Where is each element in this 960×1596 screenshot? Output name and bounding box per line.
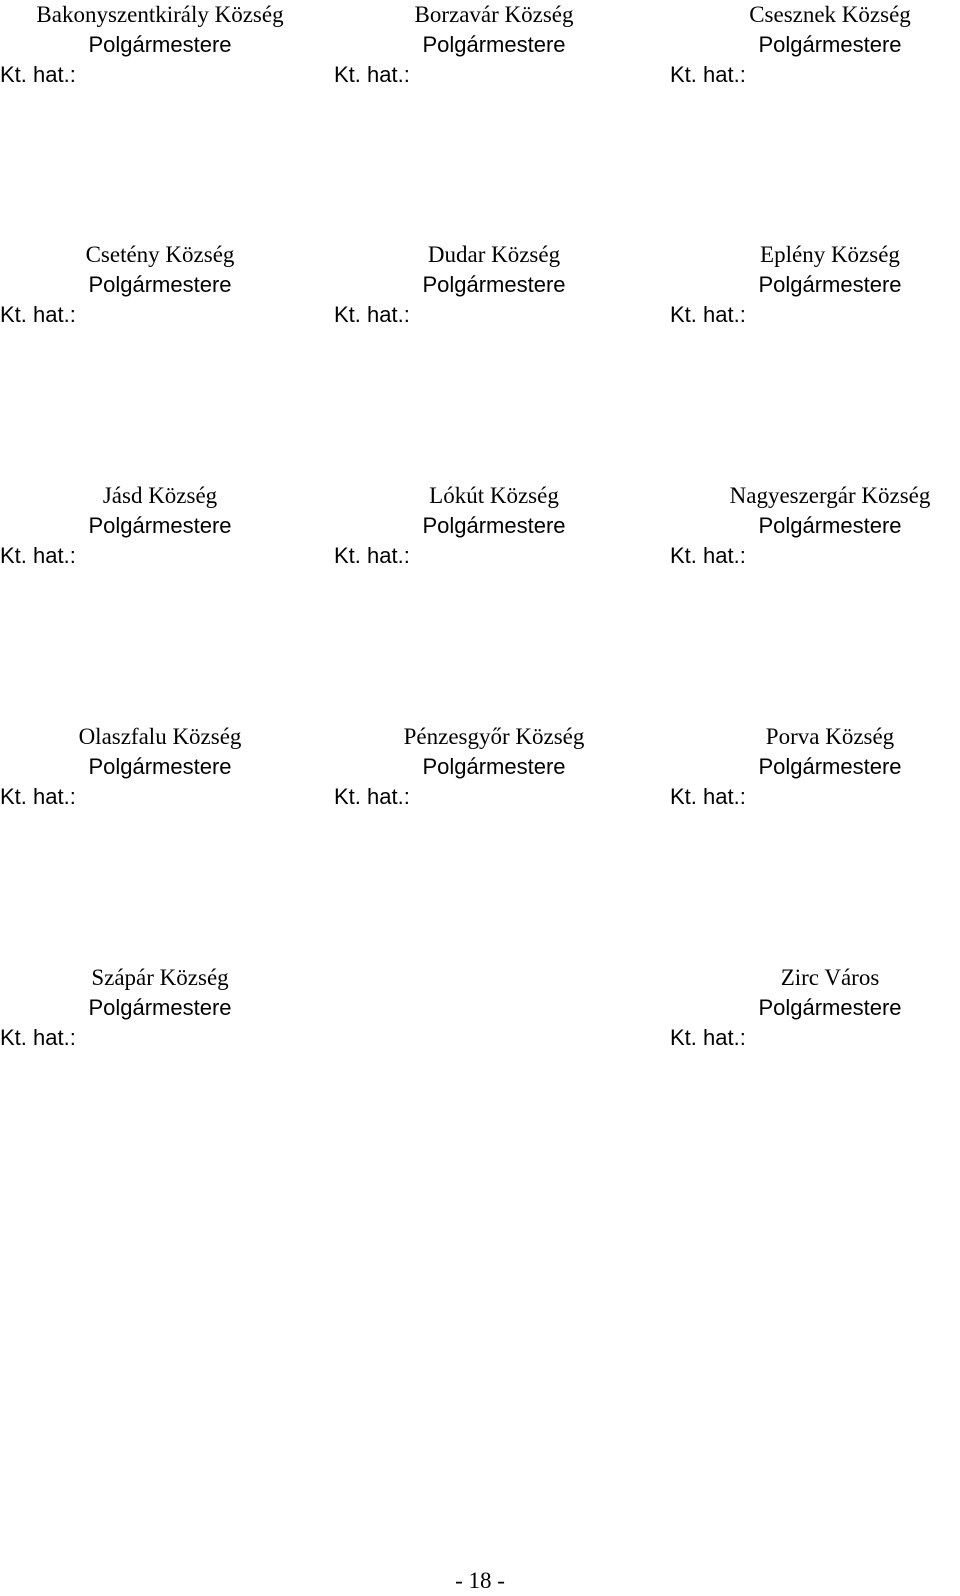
signature-block-borzavar	[334, 0, 654, 96]
mayor-title: Polgármestere	[758, 272, 902, 297]
mayor-title: Polgármestere	[88, 32, 232, 57]
signature-block-zirc	[670, 963, 960, 1059]
resolution-label: Kt. hat.:	[0, 784, 76, 809]
municipality-name: Zirc Város	[780, 965, 880, 990]
signature-block-lokut	[334, 481, 654, 577]
mayor-title: Polgármestere	[88, 754, 232, 779]
mayor-title: Polgármestere	[422, 32, 566, 57]
resolution-label: Kt. hat.:	[0, 543, 76, 568]
resolution-label: Kt. hat.:	[670, 784, 746, 809]
municipality-name: Dudar Község	[427, 242, 561, 267]
mayor-title: Polgármestere	[758, 754, 902, 779]
resolution-label: Kt. hat.:	[334, 302, 410, 327]
signature-block-bakonyszentkiraly	[0, 0, 320, 96]
municipality-name: Porva Község	[765, 724, 895, 749]
municipality-name: Szápár Község	[91, 965, 229, 990]
resolution-label: Kt. hat.:	[0, 62, 76, 87]
municipality-name: Csesznek Község	[749, 2, 911, 27]
municipality-name: Csetény Község	[85, 242, 235, 267]
signature-block-csesznek	[670, 0, 960, 96]
municipality-name: Nagyeszergár Község	[729, 483, 931, 508]
mayor-title: Polgármestere	[758, 995, 902, 1020]
municipality-name: Olaszfalu Község	[78, 724, 242, 749]
signature-block-porva	[670, 722, 960, 818]
mayor-title: Polgármestere	[758, 32, 902, 57]
municipality-name: Jásd Község	[102, 483, 218, 508]
mayor-title: Polgármestere	[88, 513, 232, 538]
resolution-label: Kt. hat.:	[670, 543, 746, 568]
signature-block-dudar	[334, 240, 654, 336]
signature-block-olaszfalu	[0, 722, 320, 818]
page-number: - 18 -	[455, 1568, 505, 1593]
mayor-title: Polgármestere	[88, 272, 232, 297]
mayor-title: Polgármestere	[422, 513, 566, 538]
resolution-label: Kt. hat.:	[670, 1025, 746, 1050]
signature-block-nagyeszergar	[670, 481, 960, 577]
signature-block-epleny	[670, 240, 960, 336]
signature-block-csetény	[0, 240, 320, 336]
municipality-name: Eplény Község	[760, 242, 900, 267]
resolution-label: Kt. hat.:	[334, 784, 410, 809]
resolution-label: Kt. hat.:	[670, 62, 746, 87]
resolution-label: Kt. hat.:	[334, 62, 410, 87]
resolution-label: Kt. hat.:	[334, 543, 410, 568]
mayor-title: Polgármestere	[88, 995, 232, 1020]
mayor-title: Polgármestere	[422, 754, 566, 779]
resolution-label: Kt. hat.:	[0, 302, 76, 327]
resolution-label: Kt. hat.:	[670, 302, 746, 327]
mayor-title: Polgármestere	[422, 272, 566, 297]
signature-block-szapar	[0, 963, 320, 1059]
municipality-name: Borzavár Község	[414, 2, 574, 27]
signature-block-jasd	[0, 481, 320, 577]
mayor-title: Polgármestere	[758, 513, 902, 538]
municipality-name: Bakonyszentkirály Község	[36, 2, 284, 27]
signature-block-penzesgyor	[334, 722, 654, 818]
municipality-name: Lókút Község	[429, 483, 559, 508]
resolution-label: Kt. hat.:	[0, 1025, 76, 1050]
municipality-name: Pénzesgyőr Község	[403, 724, 585, 749]
